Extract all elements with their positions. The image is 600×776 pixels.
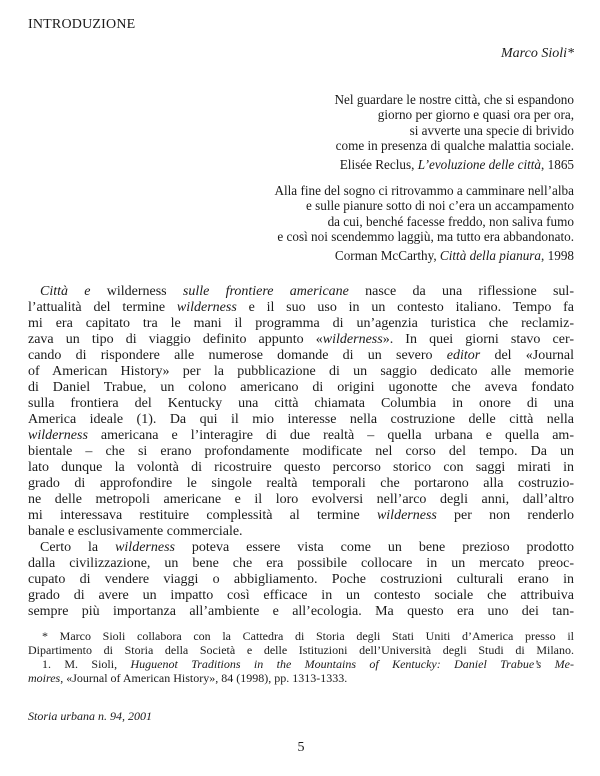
body-line: cupato di vendere viaggi o abbigliamento. Poche costruzioni culturali erano in xyxy=(28,572,574,587)
epigraph-attribution xyxy=(274,248,574,263)
page xyxy=(28,0,574,776)
body-line: sempre più importanza all’ambiente e all’ecologia. Ma questo era uno dei tan- xyxy=(28,604,574,619)
footnote-line xyxy=(28,657,574,671)
text-run: americana e l’interagire di due realtà – quella urbana e quella am- xyxy=(87,428,574,443)
text-run: , «Journal of American History», 84 (1998), pp. 1313-1333. xyxy=(60,671,348,685)
italic-run: sulle frontiere americane xyxy=(182,284,349,299)
body-line: lato dunque la volontà di ricostruire questo percorso storico con saggi mirati in xyxy=(28,460,574,475)
body-line: banale e esclusivamente commerciale. xyxy=(28,524,243,539)
text-run: cando di rispondere alle numerose domande di un severo xyxy=(28,348,447,363)
body-line xyxy=(28,348,574,364)
body-line xyxy=(28,332,574,348)
epigraph-line: giorno per giorno e quasi ora per ora, xyxy=(377,107,574,123)
footnotes xyxy=(28,629,574,685)
epigraph-mccarthy xyxy=(274,183,574,263)
footnote-line: * Marco Sioli collabora con la Cattedra di Storia degli Stati Uniti d’America presso il xyxy=(42,629,574,643)
body-line: dalla civilizzazione, un bene che era possibile collocare in un mercato preoc- xyxy=(28,556,574,571)
body-line: grado di avere un impatto così efficace in un contesto sociale che attribuiva xyxy=(28,588,574,603)
body-line xyxy=(28,540,574,556)
body-line xyxy=(28,284,574,300)
page-number: 5 xyxy=(297,740,305,755)
body-text xyxy=(28,284,574,620)
epigraph-attribution xyxy=(335,157,574,172)
body-line: bientale – che si erano profondamente modificate nel corso del tempo. Da un xyxy=(28,444,574,459)
epigraph-line: e sulle pianure sotto di noi c’era un accampamento xyxy=(305,198,574,214)
text-run: e il suo uso in un contesto italiano. Tempo fa xyxy=(236,300,574,315)
journal-reference: Storia urbana n. 94, 2001 xyxy=(28,709,153,723)
text-run: ». In quei giorni stavo cer- xyxy=(382,332,575,347)
italic-run: moires xyxy=(28,671,61,685)
epigraph-line: come in presenza di qualche malattia sociale. xyxy=(335,138,574,154)
epigraph-line: Alla fine del sogno ci ritrovammo a camminare nell’alba xyxy=(274,183,574,198)
epigraph-line: si avverte una specie di brivido xyxy=(409,122,574,138)
epigraph-line: Nel guardare le nostre città, che si espandono xyxy=(334,92,574,107)
body-line xyxy=(28,508,574,524)
text-run: wilderness xyxy=(90,284,183,299)
body-line: mi era capitato tra le mani il programma di un’agenzia turistica che reclamiz- xyxy=(28,316,574,331)
section-title: INTRODUZIONE xyxy=(28,17,136,32)
body-line: America ideale (1). Da qui il mio interesse nella costruzione delle città nella xyxy=(28,412,574,427)
text-run: nasce da una riflessione sul- xyxy=(348,284,574,299)
text-run: poteva essere vista come un bene prezioso prodotto xyxy=(174,540,574,555)
footnote-line: Dipartimento di Storia della Società e delle Istituzioni dell’Università degli Studi di Milano. xyxy=(28,643,574,657)
text-run: per non renderlo xyxy=(436,508,574,523)
italic-run: wilderness xyxy=(322,332,383,347)
footnote-line xyxy=(28,671,574,685)
attribution-year: , 1998 xyxy=(541,247,574,263)
body-line: of American History» per la pubblicazione di un saggio dedicato alle memorie xyxy=(28,364,574,379)
text-run: zava un tipo di viaggio definito appunto « xyxy=(28,332,323,347)
epigraph-line: e così noi scendemmo laggiù, ma tutto era abbandonato. xyxy=(277,229,574,245)
author-name: Marco Sioli* xyxy=(501,46,574,61)
body-line: grado di approfondire le singole realtà temporali che portarono alla costruzio- xyxy=(28,476,574,491)
italic-run: wilderness xyxy=(376,508,437,523)
epigraph-reclus xyxy=(335,92,574,172)
italic-run: Huguenot Traditions in the Mountains of Kentucky: Daniel Trabue’s Me- xyxy=(130,657,574,671)
text-run: l’attualità del termine xyxy=(28,300,177,315)
italic-run: wilderness xyxy=(115,540,175,555)
italic-run: wilderness xyxy=(176,300,237,315)
attribution-work: L’evoluzione delle città xyxy=(417,156,542,172)
body-line: di Daniel Trabue, un colono americano di origini ugonotte che aveva fondato xyxy=(28,380,574,395)
attribution-author: Elisée Reclus, xyxy=(339,156,418,172)
body-line: ne delle metropoli americane e il loro evolversi nell’arco degli anni, dall’altro xyxy=(28,492,574,507)
italic-run: wilderness xyxy=(28,428,88,443)
italic-run: editor xyxy=(446,348,481,363)
italic-run: Città e xyxy=(40,284,91,299)
body-line xyxy=(28,428,574,444)
body-line: sulla frontiera del Kentucky una città chiamata Columbia in onore di una xyxy=(28,396,574,411)
text-run: del «Journal xyxy=(480,348,574,363)
text-run: mi interessava restituire complessità al termine xyxy=(28,508,377,523)
text-run: 1. M. Sioli, xyxy=(42,657,131,671)
attribution-work: Città della pianura xyxy=(439,247,542,263)
attribution-author: Corman McCarthy, xyxy=(334,247,440,263)
epigraph-line: da cui, benché facesse freddo, non saliva fumo xyxy=(327,213,574,229)
body-line xyxy=(28,300,574,316)
attribution-year: , 1865 xyxy=(541,156,574,172)
text-run: Certo la xyxy=(40,540,116,555)
